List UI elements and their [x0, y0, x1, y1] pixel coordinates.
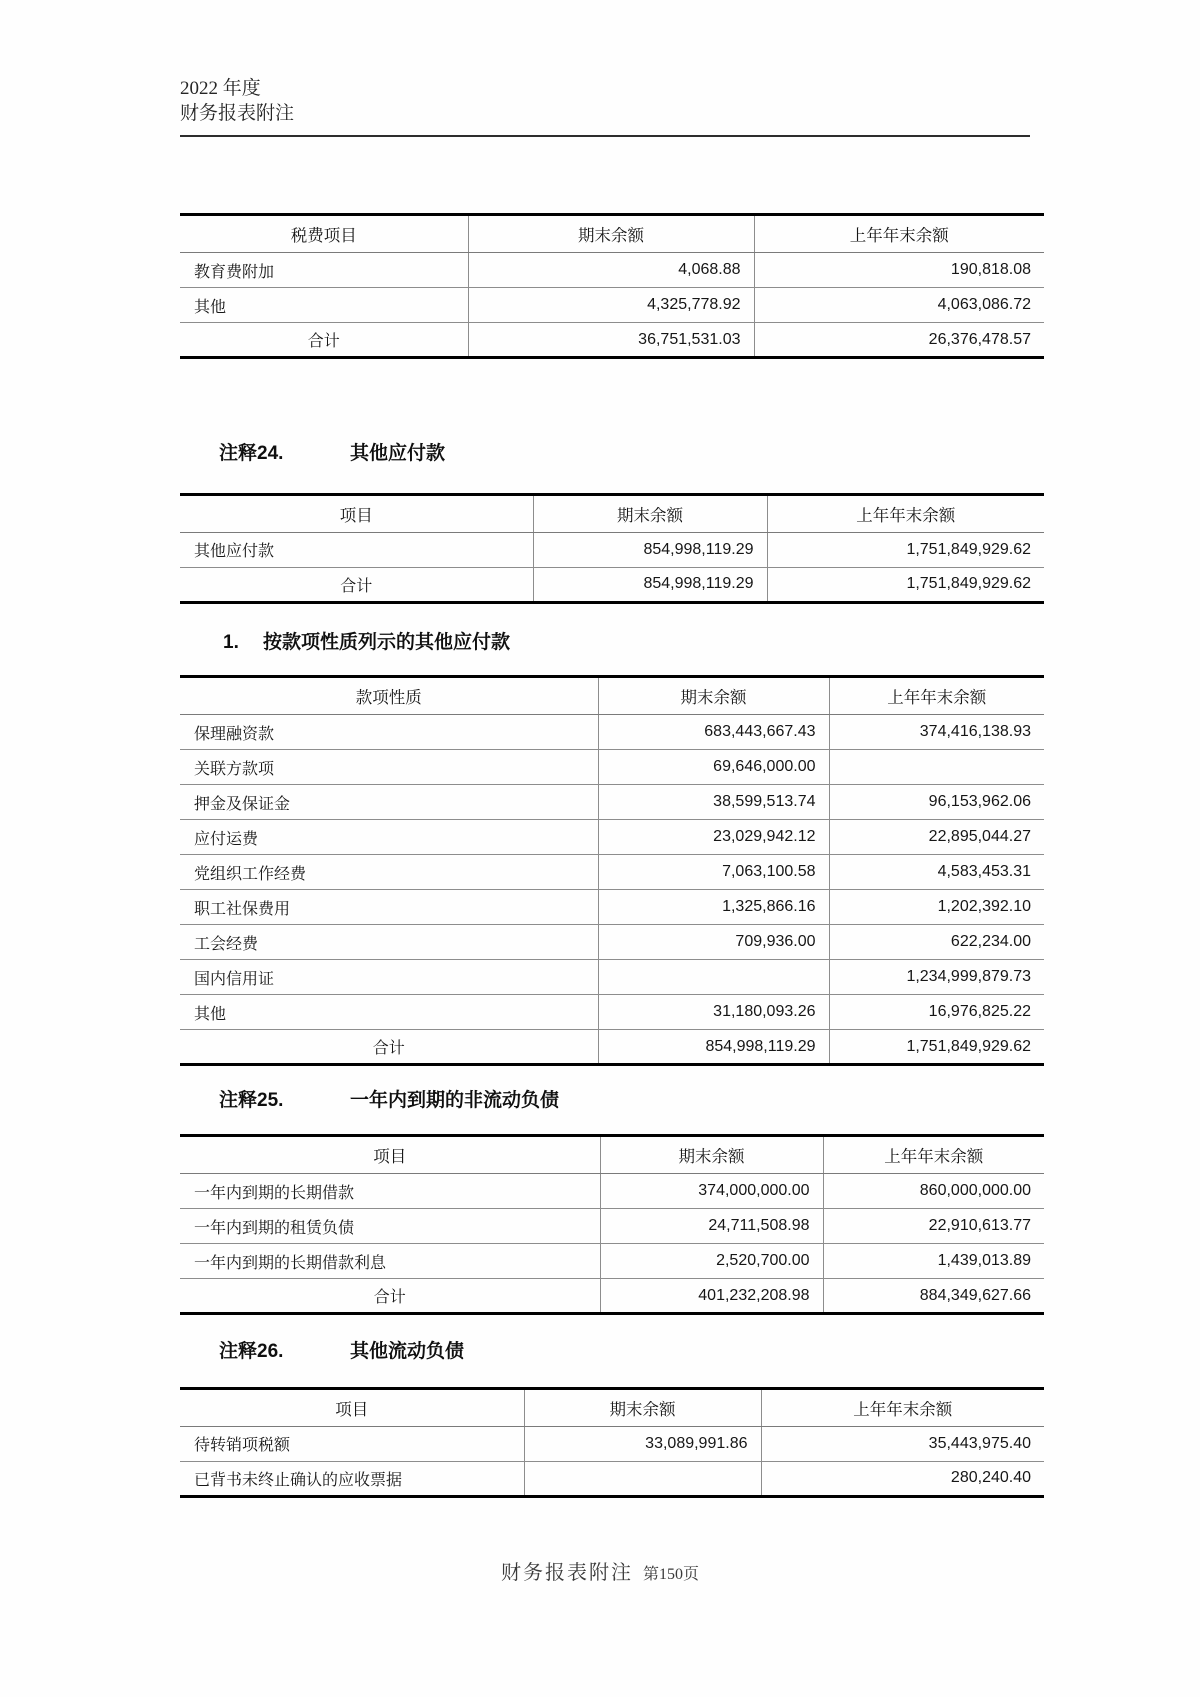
amount-cell: 4,325,778.92 — [468, 288, 754, 323]
amount-cell: 4,583,453.31 — [829, 855, 1044, 890]
amount-cell: 22,895,044.27 — [829, 820, 1044, 855]
table-row — [180, 1209, 1044, 1244]
amount-cell: 374,000,000.00 — [600, 1174, 823, 1209]
amount-cell: 1,234,999,879.73 — [829, 960, 1044, 995]
amount-cell: 69,646,000.00 — [598, 750, 829, 785]
item-cell: 合计 — [372, 1040, 405, 1058]
amount-cell — [524, 1461, 761, 1496]
note26-heading — [180, 1339, 1200, 1365]
due-within-one-year-table — [180, 1134, 1044, 1315]
item-cell: 其他 — [180, 288, 468, 323]
amount-cell: 860,000,000.00 — [823, 1174, 1044, 1209]
table-row — [180, 1174, 1044, 1209]
running-head — [180, 0, 1030, 137]
table-row — [180, 995, 1044, 1030]
amount-cell: 1,751,849,929.62 — [829, 1030, 1044, 1065]
item-cell: 合计 — [307, 333, 340, 351]
amount-cell: 884,349,627.66 — [823, 1279, 1044, 1314]
column-header: 上年年末余额 — [823, 1136, 1044, 1174]
table-header-row — [180, 1388, 1044, 1426]
tax-surcharge-table — [180, 213, 1044, 359]
sub1-label: 1. — [223, 631, 239, 653]
amount-cell — [598, 960, 829, 995]
table-row — [180, 1244, 1044, 1279]
table-row — [180, 820, 1044, 855]
item-cell: 关联方款项 — [180, 750, 598, 785]
amount-cell: 622,234.00 — [829, 925, 1044, 960]
amount-cell: 24,711,508.98 — [600, 1209, 823, 1244]
amount-cell: 854,998,119.29 — [533, 567, 767, 602]
sub1-title: 按款项性质列示的其他应付款 — [263, 631, 511, 653]
amount-cell: 36,751,531.03 — [468, 323, 754, 358]
amount-cell: 38,599,513.74 — [598, 785, 829, 820]
amount-cell: 96,153,962.06 — [829, 785, 1044, 820]
note24-title: 其他应付款 — [350, 443, 446, 465]
amount-cell: 854,998,119.29 — [598, 1030, 829, 1065]
note25-heading — [180, 1088, 1200, 1114]
column-header: 上年年末余额 — [829, 677, 1044, 715]
amount-cell: 35,443,975.40 — [761, 1426, 1044, 1461]
item-cell: 一年内到期的租赁负债 — [180, 1209, 600, 1244]
table-header-row — [180, 1136, 1044, 1174]
note26-label: 注释26. — [219, 1341, 284, 1363]
amount-cell: 26,376,478.57 — [754, 323, 1044, 358]
footer-page-number: 第150页 — [642, 1566, 699, 1583]
table-row — [180, 532, 1044, 567]
amount-cell: 854,998,119.29 — [533, 532, 767, 567]
amount-cell: 401,232,208.98 — [600, 1279, 823, 1314]
item-cell: 一年内到期的长期借款 — [180, 1174, 600, 1209]
column-header: 上年年末余额 — [767, 494, 1044, 532]
amount-cell: 2,520,700.00 — [600, 1244, 823, 1279]
note26-title: 其他流动负债 — [350, 1341, 465, 1363]
amount-cell: 1,751,849,929.62 — [767, 532, 1044, 567]
amount-cell: 190,818.08 — [754, 253, 1044, 288]
other-current-liabilities-table — [180, 1387, 1044, 1498]
total-row — [180, 1030, 1044, 1065]
amount-cell: 374,416,138.93 — [829, 715, 1044, 750]
item-cell: 押金及保证金 — [180, 785, 598, 820]
table-row — [180, 1461, 1044, 1496]
note25-title: 一年内到期的非流动负债 — [350, 1090, 560, 1112]
running-head-rule — [180, 135, 1030, 137]
running-head-year: 2022 年度 — [180, 78, 261, 99]
item-cell: 已背书未终止确认的应收票据 — [194, 1471, 403, 1489]
amount-cell: 709,936.00 — [598, 925, 829, 960]
table-row — [180, 1426, 1044, 1461]
total-row — [180, 323, 1044, 358]
column-header: 上年年末余额 — [754, 215, 1044, 253]
item-cell: 合计 — [373, 1289, 406, 1307]
column-header: 期末余额 — [600, 1136, 823, 1174]
page-footer — [0, 1556, 1200, 1585]
item-cell: 合计 — [340, 577, 373, 595]
table-header-row — [180, 494, 1044, 532]
item-cell: 职工社保费用 — [180, 890, 598, 925]
column-header: 税费项目 — [180, 215, 468, 253]
note24-label: 注释24. — [219, 443, 284, 465]
item-cell: 教育费附加 — [180, 253, 468, 288]
running-head-title: 财务报表附注 — [180, 103, 295, 125]
item-cell: 保理融资款 — [180, 715, 598, 750]
amount-cell: 31,180,093.26 — [598, 995, 829, 1030]
amount-cell: 1,325,866.16 — [598, 890, 829, 925]
item-cell: 其他 — [180, 995, 598, 1030]
item-cell: 其他应付款 — [180, 532, 533, 567]
table-header-row — [180, 677, 1044, 715]
column-header: 期末余额 — [524, 1388, 761, 1426]
item-cell: 应付运费 — [180, 820, 598, 855]
total-row — [180, 567, 1044, 602]
amount-cell: 22,910,613.77 — [823, 1209, 1044, 1244]
item-cell: 待转销项税额 — [180, 1426, 524, 1461]
column-header: 上年年末余额 — [761, 1388, 1044, 1426]
amount-cell: 1,751,849,929.62 — [767, 567, 1044, 602]
column-header: 期末余额 — [533, 494, 767, 532]
table-row — [180, 925, 1044, 960]
amount-cell: 33,089,991.86 — [524, 1426, 761, 1461]
payables-by-nature-table — [180, 675, 1044, 1066]
footer-doc-title: 财务报表附注 — [500, 1562, 633, 1584]
table-row — [180, 855, 1044, 890]
note24-sub1-heading — [180, 630, 1200, 656]
amount-cell — [829, 750, 1044, 785]
amount-cell: 7,063,100.58 — [598, 855, 829, 890]
amount-cell: 23,029,942.12 — [598, 820, 829, 855]
amount-cell: 1,439,013.89 — [823, 1244, 1044, 1279]
amount-cell: 4,068.88 — [468, 253, 754, 288]
column-header: 项目 — [180, 1388, 524, 1426]
amount-cell: 683,443,667.43 — [598, 715, 829, 750]
amount-cell: 280,240.40 — [761, 1461, 1044, 1496]
amount-cell: 4,063,086.72 — [754, 288, 1044, 323]
column-header: 期末余额 — [468, 215, 754, 253]
table-row — [180, 715, 1044, 750]
table-row — [180, 960, 1044, 995]
column-header: 款项性质 — [180, 677, 598, 715]
amount-cell: 1,202,392.10 — [829, 890, 1044, 925]
table-row — [180, 890, 1044, 925]
item-cell: 一年内到期的长期借款利息 — [180, 1244, 600, 1279]
item-cell: 工会经费 — [180, 925, 598, 960]
column-header: 期末余额 — [598, 677, 829, 715]
note24-heading — [180, 441, 1200, 467]
table-row — [180, 785, 1044, 820]
item-cell: 党组织工作经费 — [180, 855, 598, 890]
column-header: 项目 — [180, 494, 533, 532]
column-header: 项目 — [180, 1136, 600, 1174]
table-row — [180, 288, 1044, 323]
table-header-row — [180, 215, 1044, 253]
table-row — [180, 253, 1044, 288]
total-row — [180, 1279, 1044, 1314]
item-cell: 国内信用证 — [180, 960, 598, 995]
other-payables-table — [180, 493, 1044, 604]
table-row — [180, 750, 1044, 785]
amount-cell: 16,976,825.22 — [829, 995, 1044, 1030]
note25-label: 注释25. — [219, 1090, 284, 1112]
